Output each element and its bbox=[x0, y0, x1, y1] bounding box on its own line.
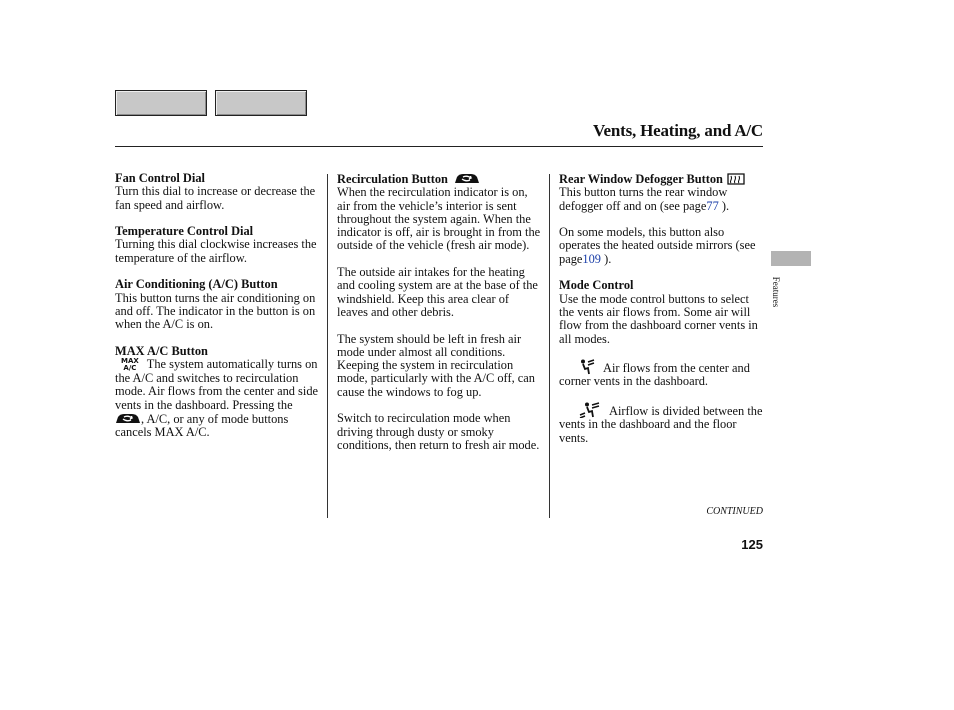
max-ac-text-a: The system automatically turns on the A/C and switches to recirculation mode. Air flows from the center and side vents in the dashboard. Pressing the bbox=[115, 357, 319, 412]
column-3 bbox=[559, 172, 765, 458]
heated-mirrors-text-b: ). bbox=[600, 251, 612, 266]
page-link-109[interactable]: 109 bbox=[582, 251, 601, 266]
page-link-77[interactable]: 77 bbox=[706, 198, 719, 213]
continued-label: CONTINUED bbox=[706, 506, 763, 517]
page-number: 125 bbox=[741, 537, 763, 552]
column-1 bbox=[115, 172, 321, 453]
recirculation-text-3: The system should be left in fresh air mode under almost all conditions. Keeping the system in recirculation mode, particularly with the A/C off, can cause the windows to fog up. bbox=[337, 331, 535, 399]
header-rule bbox=[115, 146, 763, 147]
max-ac-text bbox=[115, 358, 321, 439]
mode-control-heading: Mode Control bbox=[559, 278, 634, 293]
rear-defogger-text-b: ). bbox=[718, 198, 730, 213]
vent-mode-bilevel-icon bbox=[579, 402, 601, 418]
rear-defogger-text-a: This button turns the rear window defogger off and on (see page bbox=[559, 185, 728, 213]
heated-mirrors-text bbox=[559, 226, 765, 266]
vent-mode-dash-icon bbox=[579, 359, 595, 375]
max-ac-heading: MAX A/C Button bbox=[115, 343, 208, 358]
rear-defogger-heading bbox=[559, 172, 765, 186]
mode-bilevel-item bbox=[559, 402, 765, 445]
column-divider-2 bbox=[549, 174, 550, 518]
recirculation-heading bbox=[337, 172, 543, 186]
rear-defogger-icon bbox=[727, 172, 745, 185]
fan-control-text: Turn this dial to increase or decrease the fan speed and airflow. bbox=[115, 184, 316, 212]
rear-defogger-heading-text: Rear Window Defogger Button bbox=[559, 172, 723, 186]
recirculation-text-2: The outside air intakes for the heating and cooling system are at the base of the windshield. Keep this area clear of leaves and other debris. bbox=[337, 265, 538, 319]
nav-button-previous[interactable] bbox=[115, 90, 207, 116]
nav-button-next[interactable] bbox=[215, 90, 307, 116]
recirculation-text-4: Switch to recirculation mode when driving through dusty or smoky conditions, then return to fresh air mode. bbox=[337, 411, 540, 452]
temperature-control-text: Turning this dial clockwise increases the temperature of the airflow. bbox=[115, 237, 317, 265]
rear-defogger-text bbox=[559, 186, 765, 213]
section-label: Features bbox=[771, 276, 781, 308]
max-ac-icon-line2: A/C bbox=[123, 364, 137, 373]
air-conditioning-text: This button turns the air conditioning on and off. The indicator in the button is on when the A/C is on. bbox=[115, 290, 316, 332]
mode-dash-text: Air flows from the center and corner vents in the dashboard. bbox=[559, 361, 750, 389]
column-divider-1 bbox=[327, 174, 328, 518]
recirculation-text-1: When the recirculation indicator is on, air from the vehicle’s interior is sent throughout the system again. When the indicator is off, air is brought in from the outside of the vehicle (fresh air mode). bbox=[337, 185, 541, 253]
max-ac-text-b: , A/C, or any of mode buttons cancels MAX A/C. bbox=[115, 412, 289, 440]
air-conditioning-heading: Air Conditioning (A/C) Button bbox=[115, 277, 278, 292]
section-tab bbox=[771, 251, 811, 266]
recirculation-icon bbox=[454, 172, 480, 185]
mode-control-text: Use the mode control buttons to select the vents air flows from. Some air will flow from the dashboard corner vents in all modes. bbox=[559, 291, 758, 346]
mode-dash-item bbox=[559, 359, 765, 389]
page-title: Vents, Heating, and A/C bbox=[593, 121, 763, 140]
temperature-control-heading: Temperature Control Dial bbox=[115, 224, 254, 239]
mode-bilevel-text: Airflow is divided between the vents in the dashboard and the floor vents. bbox=[559, 404, 763, 445]
max-ac-icon-line1: MAX bbox=[121, 357, 139, 366]
recirculation-heading-text: Recirculation Button bbox=[337, 172, 448, 186]
fan-control-heading: Fan Control Dial bbox=[115, 171, 205, 185]
max-ac-icon bbox=[121, 358, 139, 372]
recirculation-icon bbox=[115, 412, 141, 425]
column-2 bbox=[337, 172, 543, 466]
heated-mirrors-text-a: On some models, this button also operates the heated outside mirrors (see page bbox=[559, 225, 756, 266]
